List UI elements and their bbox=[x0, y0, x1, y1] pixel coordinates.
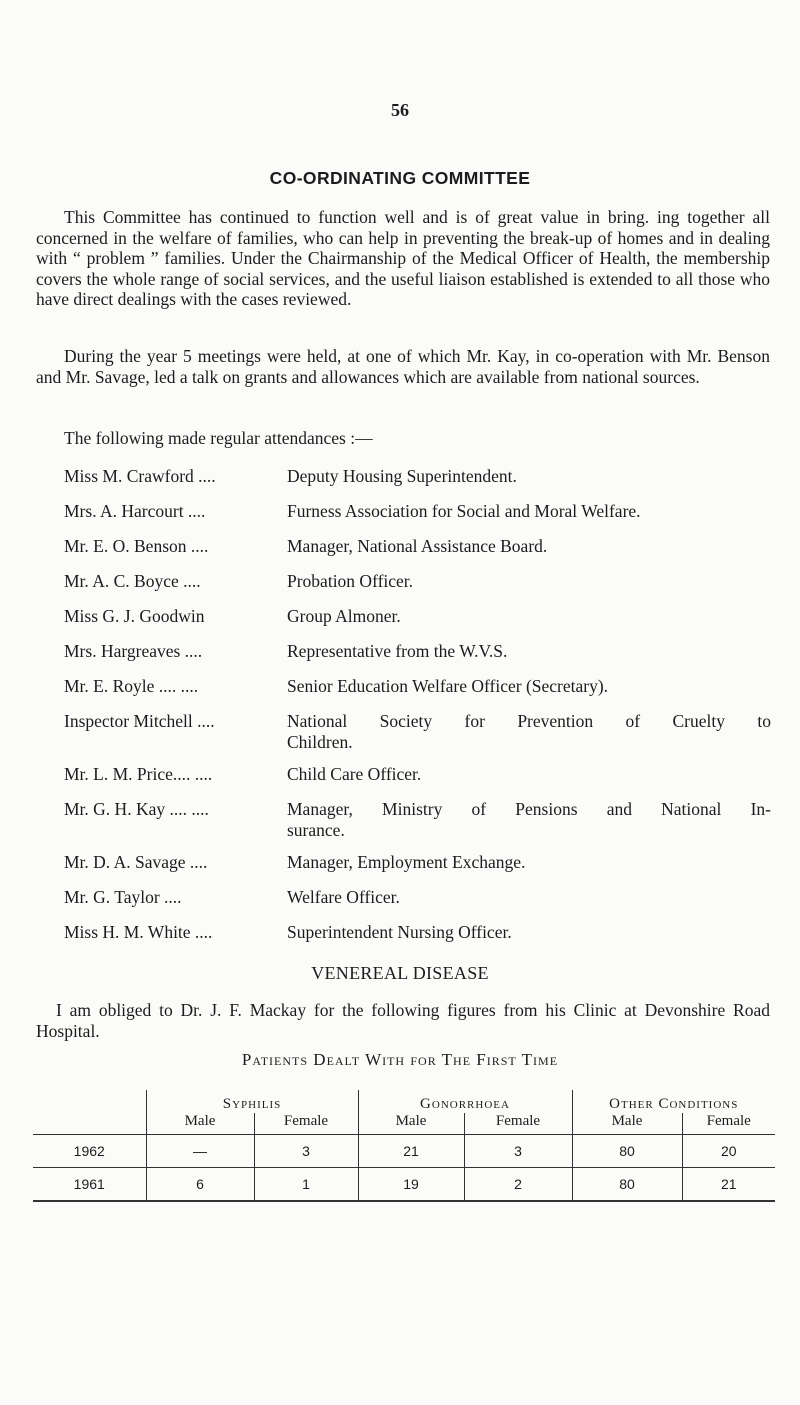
attendee-role bbox=[287, 764, 771, 785]
attendee-role-text: Superintendent Nursing Officer. bbox=[287, 922, 512, 942]
attendee-role bbox=[287, 571, 771, 592]
attendee-role-text: Group Almoner. bbox=[287, 606, 401, 626]
attendee-role-text: Manager, Ministry of Pensions and National In- bbox=[287, 799, 771, 819]
attendee-role-text: Child Care Officer. bbox=[287, 764, 422, 784]
attendee-role bbox=[287, 501, 771, 522]
group-header-syphilis: Syphilis bbox=[146, 1090, 358, 1113]
attendee-row bbox=[64, 501, 784, 522]
attendee-role-text: Deputy Housing Superintendent. bbox=[287, 466, 517, 486]
paragraph-meetings: During the year 5 meetings were held, at one of which Mr. Kay, in co-operation with Mr. Benson and Mr. Savage, led a talk on grants and allowances which are available from national sources. bbox=[36, 346, 770, 387]
attendee-name: Mr. G. H. Kay .... .... bbox=[64, 799, 209, 819]
cell-other-male: 80 bbox=[572, 1135, 682, 1168]
cell-syphilis-female: 1 bbox=[254, 1168, 358, 1202]
vd-heading: VENEREAL DISEASE bbox=[311, 963, 489, 983]
attendee-role-text: National Society for Prevention of Cruelty to bbox=[287, 711, 771, 731]
vd-statistics-table bbox=[33, 1090, 775, 1202]
attendee-name: Miss M. Crawford .... bbox=[64, 466, 216, 486]
attendee-role-text: Representative from the W.V.S. bbox=[287, 641, 508, 661]
row-year: 1961 bbox=[33, 1168, 146, 1202]
attendee-name: Mr. E. Royle .... .... bbox=[64, 676, 199, 696]
corner-cell bbox=[33, 1090, 146, 1113]
table-title-text: Patients Dealt With for The First Time bbox=[241, 1050, 559, 1069]
attendee-row bbox=[64, 922, 784, 943]
attendee-row bbox=[64, 466, 784, 487]
attendee-name: Mrs. Hargreaves .... bbox=[64, 641, 203, 661]
attendee-row bbox=[64, 852, 784, 873]
attendee-role bbox=[287, 641, 771, 662]
row-year: 1962 bbox=[33, 1135, 146, 1168]
attendee-row bbox=[64, 799, 784, 840]
attendee-role bbox=[287, 887, 771, 908]
group-header-gonorrhoea: Gonorrhoea bbox=[358, 1090, 572, 1113]
table-row bbox=[33, 1168, 775, 1202]
group-header-other-conditions: Other Conditions bbox=[572, 1090, 775, 1113]
corner-cell-sub bbox=[33, 1113, 146, 1135]
attendee-name: Mr. G. Taylor .... bbox=[64, 887, 182, 907]
attendee-row bbox=[64, 764, 784, 785]
attendee-name: Mr. L. M. Price.... .... bbox=[64, 764, 213, 784]
cell-gonorrhoea-female: 3 bbox=[464, 1135, 572, 1168]
attendee-row bbox=[64, 887, 784, 908]
subheader-gonorrhoea-male: Male bbox=[358, 1113, 464, 1135]
cell-syphilis-male: — bbox=[146, 1135, 254, 1168]
attendee-name: Miss G. J. Goodwin bbox=[64, 606, 205, 626]
attendee-row bbox=[64, 711, 784, 752]
attendee-row bbox=[64, 676, 784, 697]
table-title bbox=[0, 1050, 800, 1070]
cell-gonorrhoea-male: 21 bbox=[358, 1135, 464, 1168]
cell-syphilis-female: 3 bbox=[254, 1135, 358, 1168]
attendance-intro: The following made regular attendances :— bbox=[64, 428, 373, 448]
cell-gonorrhoea-female: 2 bbox=[464, 1168, 572, 1202]
subheader-other-female: Female bbox=[682, 1113, 775, 1135]
attendee-row bbox=[64, 536, 784, 557]
attendee-role-text: Welfare Officer. bbox=[287, 887, 400, 907]
attendee-row bbox=[64, 641, 784, 662]
subheader-syphilis-female: Female bbox=[254, 1113, 358, 1135]
subheader-other-male: Male bbox=[572, 1113, 682, 1135]
subheader-syphilis-male: Male bbox=[146, 1113, 254, 1135]
subheader-gonorrhoea-female: Female bbox=[464, 1113, 572, 1135]
attendee-role bbox=[287, 536, 771, 557]
paragraph-committee-function: This Committee has continued to function well and is of great value in bring. ing together all concerned in the welfare of families, who can help in preventing the break-up of homes and in dealing with “ problem ” families. Under the Chairmanship of the Medical Officer of Health, the membership covers the whole range of social services, and the useful liaison established is extended to all those who have direct dealings with the cases reviewed. bbox=[36, 207, 770, 309]
table-row bbox=[33, 1135, 775, 1168]
attendee-role-text: Senior Education Welfare Officer (Secretary). bbox=[287, 676, 609, 696]
attendee-role bbox=[287, 676, 771, 697]
attendee-row bbox=[64, 606, 784, 627]
attendee-role-text: Manager, National Assistance Board. bbox=[287, 536, 548, 556]
attendee-name: Mrs. A. Harcourt .... bbox=[64, 501, 206, 521]
attendee-name: Miss H. M. White .... bbox=[64, 922, 213, 942]
paragraph-vd-acknowledgement: I am obliged to Dr. J. F. Mackay for the following figures from his Clinic at Devonshire Road Hospital. bbox=[36, 1000, 770, 1041]
attendee-role bbox=[287, 799, 771, 840]
attendee-role bbox=[287, 852, 771, 873]
cell-other-female: 20 bbox=[682, 1135, 775, 1168]
cell-other-female: 21 bbox=[682, 1168, 775, 1202]
cell-syphilis-male: 6 bbox=[146, 1168, 254, 1202]
attendee-name: Mr. E. O. Benson .... bbox=[64, 536, 209, 556]
attendee-role bbox=[287, 711, 771, 752]
attendee-role-continuation: surance. bbox=[287, 819, 345, 840]
cell-gonorrhoea-male: 19 bbox=[358, 1168, 464, 1202]
attendee-role bbox=[287, 466, 771, 487]
cell-other-male: 80 bbox=[572, 1168, 682, 1202]
attendee-name: Mr. A. C. Boyce .... bbox=[64, 571, 201, 591]
attendee-row bbox=[64, 571, 784, 592]
attendee-role bbox=[287, 606, 771, 627]
attendee-role-text: Furness Association for Social and Moral Welfare. bbox=[287, 501, 641, 521]
attendance-list bbox=[64, 466, 784, 957]
attendee-role bbox=[287, 922, 771, 943]
attendee-name: Mr. D. A. Savage .... bbox=[64, 852, 208, 872]
section-heading: CO-ORDINATING COMMITTEE bbox=[269, 168, 531, 188]
attendee-role-continuation: Children. bbox=[287, 731, 353, 752]
attendee-role-text: Manager, Employment Exchange. bbox=[287, 852, 526, 872]
page-number: 56 bbox=[391, 100, 409, 120]
attendee-role-text: Probation Officer. bbox=[287, 571, 414, 591]
attendee-name: Inspector Mitchell .... bbox=[64, 711, 215, 731]
